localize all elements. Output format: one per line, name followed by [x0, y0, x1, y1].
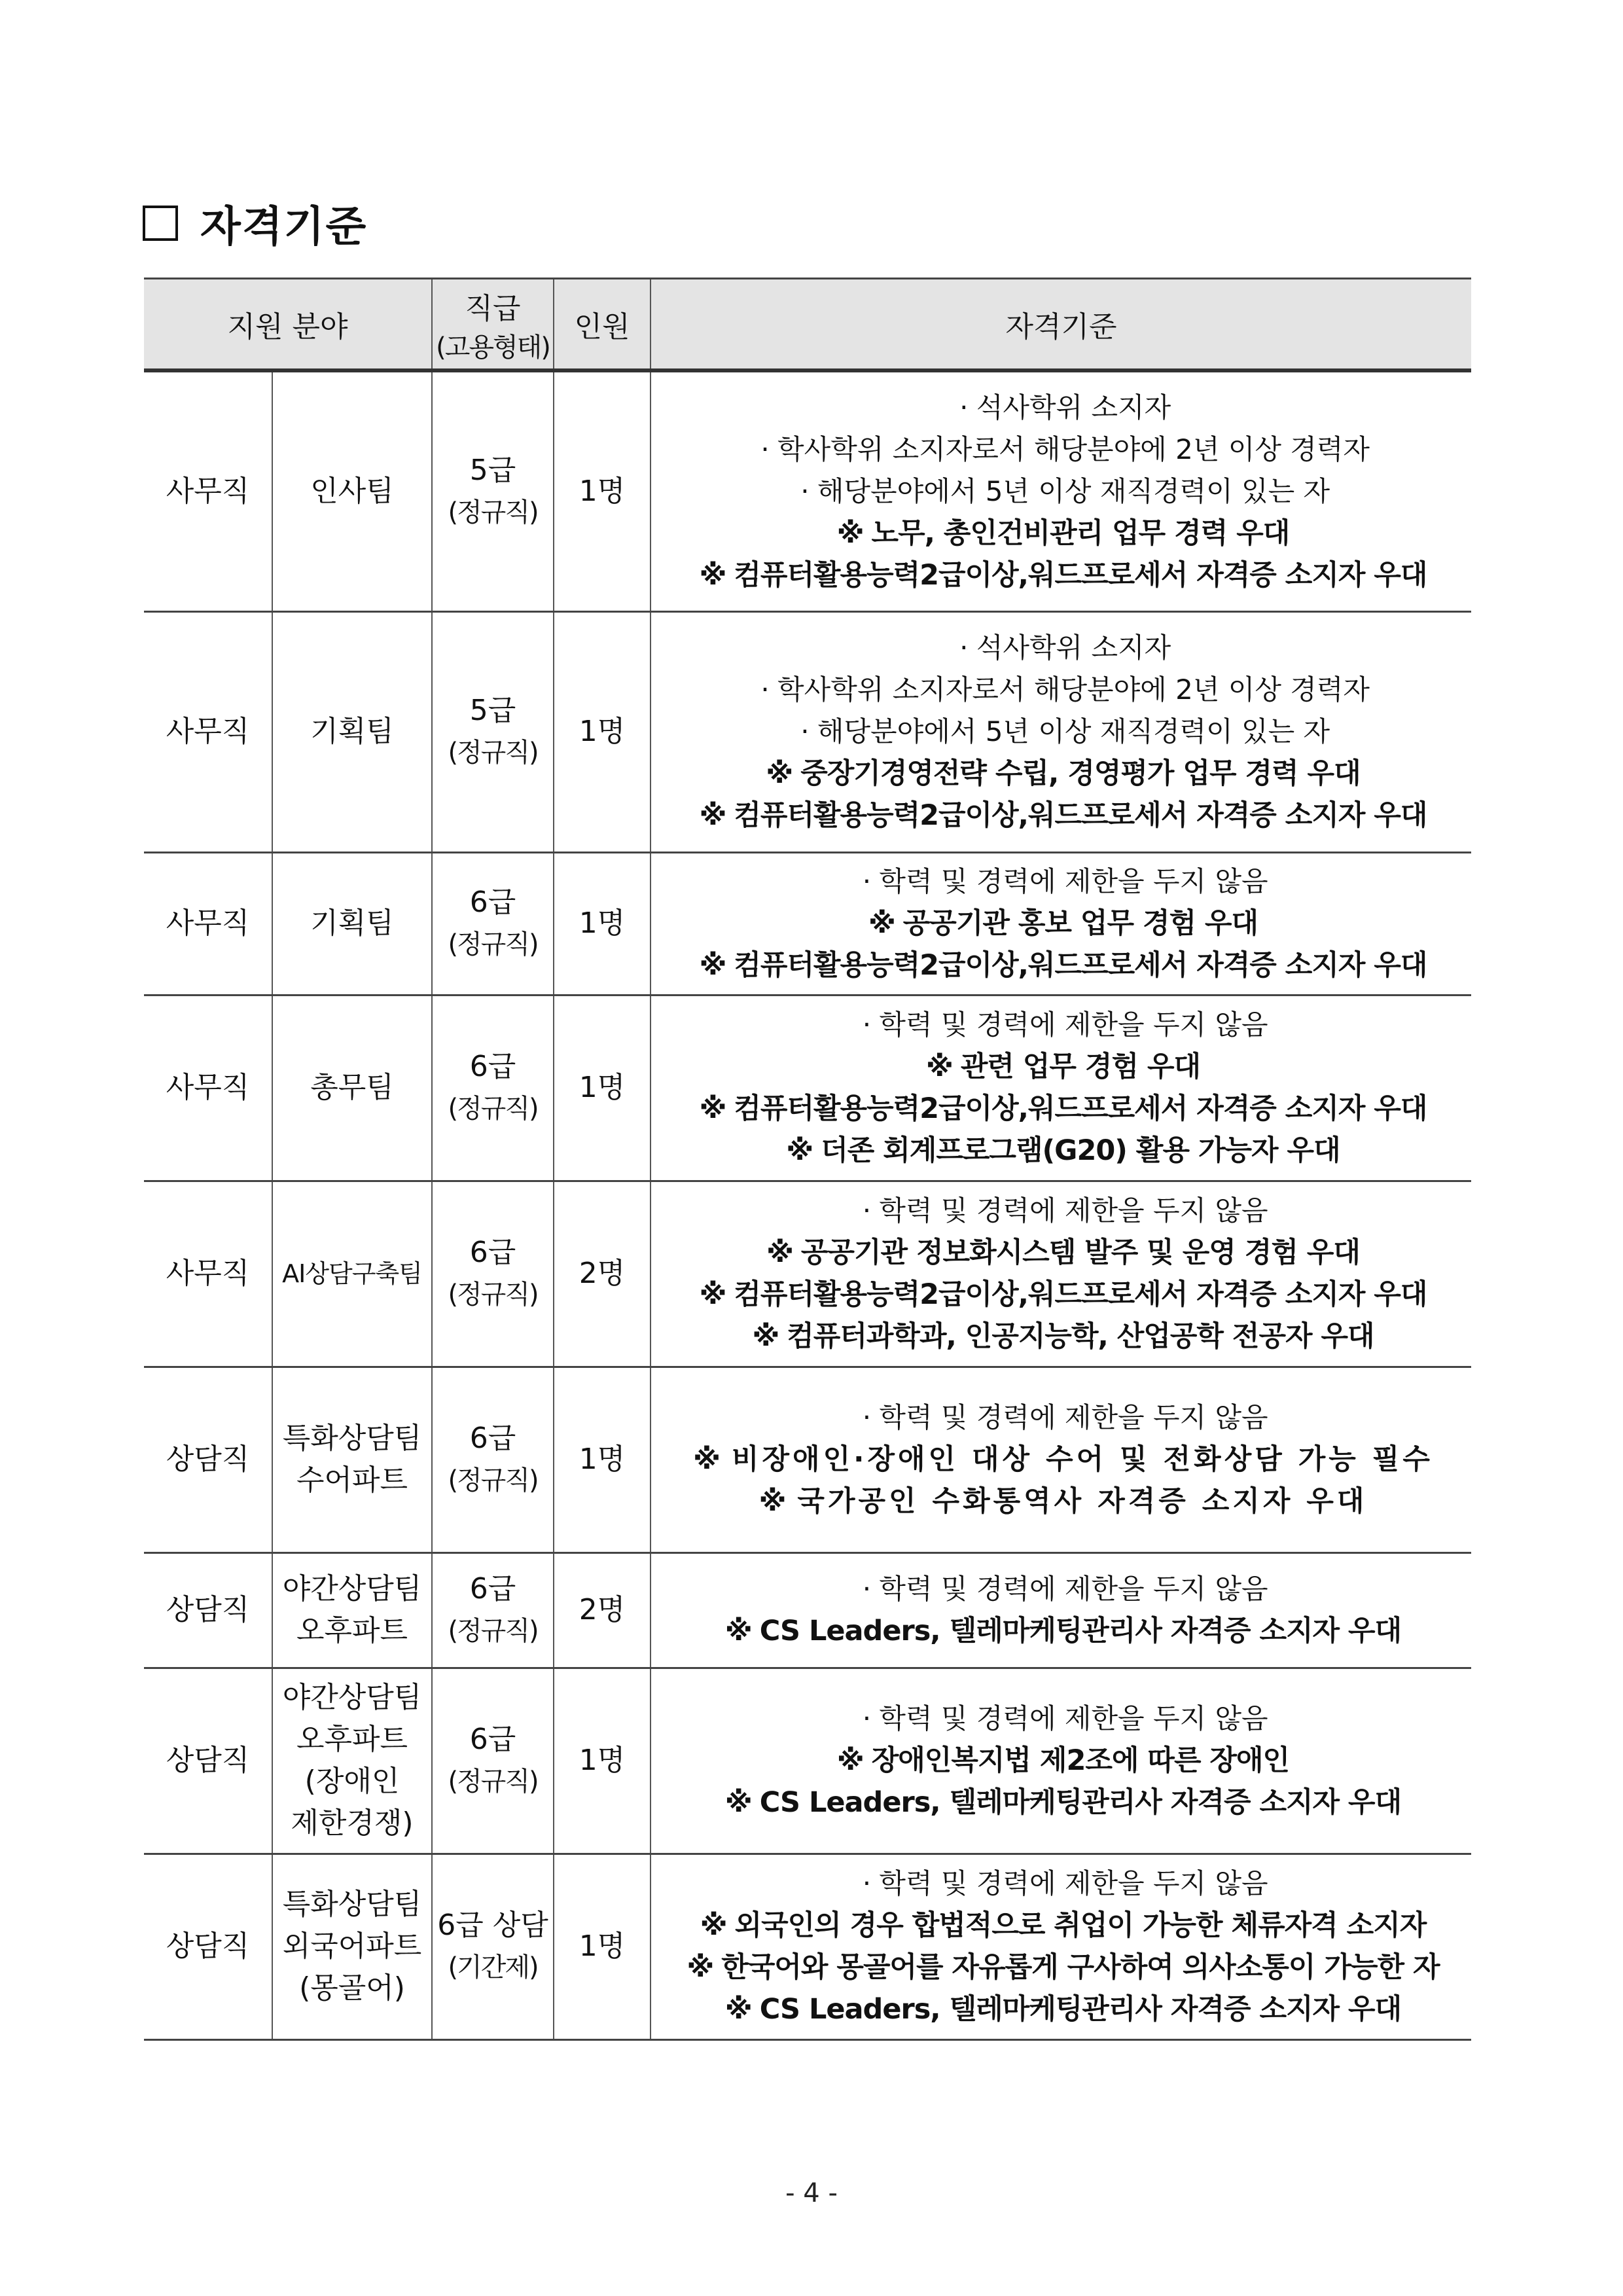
criteria-text: 학사학위 소지자로서 해당분야에 2년 이상 경력자 [777, 433, 1370, 465]
grade-cell [432, 852, 554, 995]
criteria-text: 학력 및 경력에 제한을 두지 않음 [879, 1573, 1268, 1605]
grade-cell [432, 611, 554, 852]
table-row [144, 1181, 1471, 1367]
criteria-bullet [651, 1190, 1471, 1232]
criteria-text: 컴퓨터활용능력2급이상,워드프로세서 자격증 소지자 우대 [734, 558, 1427, 592]
criteria-text: CS Leaders, 텔레마케팅관리사 자격증 소지자 우대 [759, 1786, 1402, 1819]
criteria-note [651, 1946, 1471, 1988]
header-grade-top: 직급 [465, 291, 521, 325]
criteria-note [651, 1274, 1471, 1316]
category-cell: 상담직 [144, 1668, 272, 1854]
grade-type: (정규직) [448, 1767, 538, 1797]
criteria-note [651, 795, 1471, 836]
criteria-text: 석사학위 소지자 [976, 391, 1171, 423]
criteria-text: 해당분야에서 5년 이상 재직경력이 있는 자 [817, 715, 1330, 747]
team-cell: 야간상담팀 오후파트 (장애인 제한경쟁) [272, 1668, 432, 1854]
reference-mark-icon: ※ [836, 516, 864, 550]
table-row [144, 1668, 1471, 1854]
criteria-text: 학력 및 경력에 제한을 두지 않음 [879, 1401, 1268, 1433]
bullet-dot-icon: · [862, 1194, 872, 1227]
reference-mark-icon: ※ [693, 1443, 724, 1476]
reference-mark-icon: ※ [699, 799, 726, 832]
criteria-bullet [651, 387, 1471, 429]
grade-level: 6급 [469, 886, 516, 919]
grade-level: 6급 상담 [437, 1909, 548, 1942]
criteria-note [651, 1782, 1471, 1823]
count-cell: 2명 [554, 1552, 651, 1668]
bullet-dot-icon: · [959, 391, 969, 423]
criteria-note [651, 903, 1471, 944]
bullet-dot-icon: · [862, 1009, 872, 1041]
criteria-text: 컴퓨터활용능력2급이상,워드프로세서 자격증 소지자 우대 [734, 799, 1427, 832]
grade-level: 6급 [469, 1572, 516, 1605]
team-cell: 인사팀 [272, 370, 432, 611]
grade-level: 6급 [469, 1422, 516, 1455]
criteria-text: 관련 업무 경험 우대 [960, 1050, 1201, 1083]
category-cell: 사무직 [144, 1181, 272, 1367]
count-cell: 2명 [554, 1181, 651, 1367]
grade-type: (정규직) [448, 1465, 538, 1496]
reference-mark-icon: ※ [699, 558, 726, 592]
criteria-bullet [651, 669, 1471, 711]
category-cell: 상담직 [144, 1854, 272, 2039]
criteria-note [651, 1610, 1471, 1652]
grade-cell [432, 995, 554, 1181]
reference-mark-icon: ※ [700, 1909, 727, 1942]
criteria-cell [651, 1854, 1471, 2039]
header-count: 인원 [554, 279, 651, 371]
criteria-note [651, 1480, 1471, 1522]
criteria-text: 컴퓨터활용능력2급이상,워드프로세서 자격증 소지자 우대 [734, 1092, 1427, 1125]
criteria-bullet [651, 1397, 1471, 1439]
criteria-cell [651, 1181, 1471, 1367]
criteria-text: 공공기관 홍보 업무 경험 우대 [902, 907, 1258, 940]
bullet-dot-icon: · [862, 865, 872, 897]
reference-mark-icon: ※ [724, 1786, 752, 1819]
criteria-text: 컴퓨터과학과, 인공지능학, 산업공학 전공자 우대 [787, 1320, 1374, 1353]
criteria-text: 해당분야에서 5년 이상 재직경력이 있는 자 [817, 475, 1330, 507]
bullet-dot-icon: · [959, 632, 969, 664]
grade-cell [432, 1854, 554, 2039]
reference-mark-icon: ※ [926, 1050, 953, 1083]
criteria-note [651, 554, 1471, 596]
criteria-note [651, 1130, 1471, 1172]
team-cell: 기획팀 [272, 852, 432, 995]
category-cell: 사무직 [144, 370, 272, 611]
table-row [144, 1552, 1471, 1668]
grade-type: (정규직) [448, 738, 538, 768]
criteria-bullet [651, 861, 1471, 903]
criteria-note [651, 1316, 1471, 1357]
team-cell: AI상담구축팀 [272, 1181, 432, 1367]
table-row [144, 852, 1471, 995]
grade-type: (정규직) [448, 1094, 538, 1124]
category-cell: 사무직 [144, 852, 272, 995]
table-row [144, 995, 1471, 1181]
grade-type: (정규직) [448, 929, 538, 960]
criteria-bullet [651, 627, 1471, 669]
criteria-text: 공공기관 정보화시스템 발주 및 운영 경험 우대 [800, 1236, 1360, 1269]
criteria-note [651, 1439, 1471, 1480]
reference-mark-icon: ※ [868, 907, 895, 940]
count-cell: 1명 [554, 370, 651, 611]
count-cell: 1명 [554, 1668, 651, 1854]
grade-cell [432, 1367, 554, 1552]
criteria-bullet [651, 429, 1471, 471]
criteria-text: 학사학위 소지자로서 해당분야에 2년 이상 경력자 [777, 673, 1370, 706]
category-cell: 상담직 [144, 1552, 272, 1668]
criteria-note [651, 1740, 1471, 1782]
grade-level: 6급 [469, 1723, 516, 1756]
count-cell: 1명 [554, 611, 651, 852]
category-cell: 상담직 [144, 1367, 272, 1552]
category-cell: 사무직 [144, 611, 272, 852]
section-title-text: 자격기준 [200, 203, 368, 251]
header-field: 지원 분야 [144, 279, 432, 371]
criteria-text: CS Leaders, 텔레마케팅관리사 자격증 소지자 우대 [759, 1993, 1402, 2026]
reference-mark-icon: ※ [786, 1134, 813, 1167]
bullet-dot-icon: · [862, 1702, 872, 1734]
criteria-bullet [651, 1698, 1471, 1740]
header-grade-sub: (고용형태) [436, 332, 550, 363]
criteria-bullet [651, 711, 1471, 753]
bullet-dot-icon: · [800, 475, 810, 507]
count-cell: 1명 [554, 1367, 651, 1552]
criteria-text: 학력 및 경력에 제한을 두지 않음 [879, 1194, 1268, 1227]
criteria-text: 컴퓨터활용능력2급이상,워드프로세서 자격증 소지자 우대 [734, 949, 1427, 982]
criteria-text: 석사학위 소지자 [976, 632, 1171, 664]
reference-mark-icon: ※ [699, 1092, 726, 1125]
reference-mark-icon: ※ [699, 949, 726, 982]
header-grade [432, 279, 554, 371]
criteria-bullet [651, 1568, 1471, 1610]
criteria-cell [651, 995, 1471, 1181]
criteria-text: 더존 회계프로그램(G20) 활용 가능자 우대 [821, 1134, 1340, 1167]
table-header-row [144, 279, 1471, 371]
table-row [144, 1854, 1471, 2039]
reference-mark-icon: ※ [836, 1744, 864, 1777]
criteria-cell [651, 852, 1471, 995]
criteria-text: 중장기경영전략 수립, 경영평가 업무 경력 우대 [800, 757, 1361, 790]
table-row [144, 1367, 1471, 1552]
bullet-dot-icon: · [862, 1573, 872, 1605]
reference-mark-icon: ※ [724, 1993, 752, 2026]
reference-mark-icon: ※ [758, 1485, 790, 1518]
reference-mark-icon: ※ [766, 1236, 793, 1269]
reference-mark-icon: ※ [766, 757, 793, 790]
grade-type: (정규직) [448, 1280, 538, 1310]
grade-type: (정규직) [448, 497, 538, 528]
team-cell: 특화상담팀 수어파트 [272, 1367, 432, 1552]
category-cell: 사무직 [144, 995, 272, 1181]
criteria-bullet [651, 471, 1471, 512]
criteria-note [651, 1988, 1471, 2030]
grade-type: (정규직) [448, 1616, 538, 1646]
team-cell: 기획팀 [272, 611, 432, 852]
criteria-text: 한국어와 몽골어를 자유롭게 구사하여 의사소통이 가능한 자 [721, 1951, 1440, 1984]
criteria-text: 학력 및 경력에 제한을 두지 않음 [879, 1702, 1268, 1734]
grade-level: 5급 [469, 453, 516, 487]
grade-type: (기간제) [448, 1952, 538, 1982]
criteria-text: 학력 및 경력에 제한을 두지 않음 [879, 1009, 1268, 1041]
team-cell: 총무팀 [272, 995, 432, 1181]
criteria-text: 국가공인 수화통역사 자격증 소지자 우대 [797, 1485, 1368, 1518]
reference-mark-icon: ※ [724, 1615, 752, 1647]
page-number: - 4 - [785, 2178, 838, 2208]
count-cell: 1명 [554, 995, 651, 1181]
criteria-cell [651, 611, 1471, 852]
criteria-note [651, 1905, 1471, 1946]
grade-cell [432, 1552, 554, 1668]
criteria-text: CS Leaders, 텔레마케팅관리사 자격증 소지자 우대 [759, 1615, 1402, 1647]
criteria-text: 컴퓨터활용능력2급이상,워드프로세서 자격증 소지자 우대 [734, 1278, 1427, 1311]
grade-cell [432, 370, 554, 611]
criteria-text: 장애인복지법 제2조에 따른 장애인 [871, 1744, 1290, 1777]
criteria-cell [651, 1367, 1471, 1552]
criteria-text: 학력 및 경력에 제한을 두지 않음 [879, 1867, 1268, 1899]
grade-level: 5급 [469, 694, 516, 727]
reference-mark-icon: ※ [687, 1951, 714, 1984]
bullet-dot-icon: · [862, 1401, 872, 1433]
criteria-note [651, 1232, 1471, 1274]
qualification-table [144, 278, 1471, 2041]
grade-cell [432, 1181, 554, 1367]
header-criteria: 자격기준 [651, 279, 1471, 371]
grade-cell [432, 1668, 554, 1854]
grade-level: 6급 [469, 1050, 516, 1083]
criteria-note [651, 512, 1471, 554]
criteria-text: 외국인의 경우 합법적으로 취업이 가능한 체류자격 소지자 [734, 1909, 1427, 1942]
checkbox-square-icon [143, 206, 178, 241]
count-cell: 1명 [554, 852, 651, 995]
table-row [144, 370, 1471, 611]
criteria-cell [651, 1668, 1471, 1854]
bullet-dot-icon: · [760, 673, 770, 706]
table-row [144, 611, 1471, 852]
section-title [143, 194, 367, 253]
bullet-dot-icon: · [862, 1867, 872, 1899]
criteria-bullet [651, 1004, 1471, 1046]
criteria-cell [651, 370, 1471, 611]
criteria-text: 비장애인·장애인 대상 수어 및 전화상담 가능 필수 [731, 1443, 1433, 1476]
reference-mark-icon: ※ [752, 1320, 779, 1353]
criteria-note [651, 1046, 1471, 1088]
table-body [144, 370, 1471, 2039]
criteria-cell [651, 1552, 1471, 1668]
criteria-note [651, 944, 1471, 986]
criteria-bullet [651, 1863, 1471, 1905]
criteria-note [651, 1088, 1471, 1130]
criteria-note [651, 753, 1471, 795]
criteria-text: 노무, 총인건비관리 업무 경력 우대 [871, 516, 1290, 550]
bullet-dot-icon: · [760, 433, 770, 465]
grade-level: 6급 [469, 1236, 516, 1269]
count-cell: 1명 [554, 1854, 651, 2039]
team-cell: 야간상담팀 오후파트 [272, 1552, 432, 1668]
team-cell: 특화상담팀 외국어파트 (몽골어) [272, 1854, 432, 2039]
bullet-dot-icon: · [800, 715, 810, 747]
reference-mark-icon: ※ [699, 1278, 726, 1311]
criteria-text: 학력 및 경력에 제한을 두지 않음 [879, 865, 1268, 897]
